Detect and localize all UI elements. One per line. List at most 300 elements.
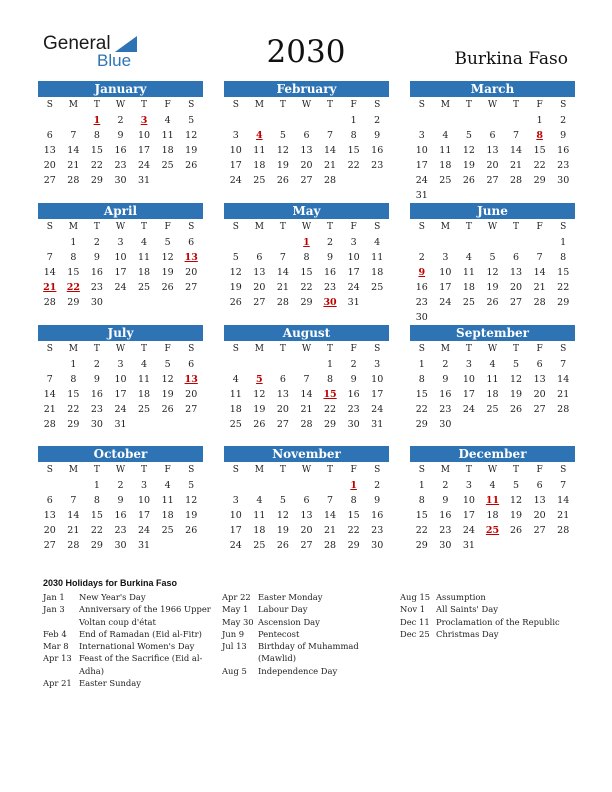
weekday-label: T	[93, 222, 100, 232]
empty-cell	[318, 113, 342, 128]
day-cell: 19	[229, 282, 242, 293]
day-cell: 22	[533, 160, 546, 171]
weekday-label: S	[418, 465, 425, 475]
day-cell: 25	[439, 175, 452, 186]
day-cell: 27	[300, 540, 313, 551]
day-cell: 7	[70, 130, 77, 141]
month-header: June	[410, 203, 575, 219]
weekday-label: W	[115, 344, 126, 354]
empty-cell	[528, 235, 552, 250]
weekday-label: F	[536, 344, 543, 354]
month-june	[410, 203, 575, 325]
day-cell: 8	[303, 252, 310, 263]
weekday-label: S	[418, 344, 425, 354]
day-cell: 30	[347, 419, 360, 430]
day-cell: 4	[442, 130, 449, 141]
weekday-label: S	[46, 465, 53, 475]
day-cell: 13	[300, 510, 313, 521]
holiday-entry	[400, 591, 572, 603]
day-cell: 17	[138, 510, 151, 521]
day-cell: 16	[90, 389, 103, 400]
day-cell: 4	[141, 237, 148, 248]
day-cell: 14	[557, 374, 570, 385]
day-cell: 13	[43, 145, 56, 156]
month-january	[38, 81, 203, 188]
month-grid	[410, 98, 575, 203]
holiday-entry	[43, 603, 218, 628]
day-cell: 14	[67, 510, 80, 521]
day-cell: 5	[465, 130, 472, 141]
holiday-name: International Women's Day	[79, 641, 195, 652]
day-cell: 25	[161, 160, 174, 171]
day-cell: 12	[229, 267, 242, 278]
day-cell: 10	[229, 510, 242, 521]
day-cell: 24	[114, 282, 127, 293]
day-cell: 29	[347, 540, 360, 551]
weekday-label: S	[232, 465, 239, 475]
day-cell: 13	[276, 389, 289, 400]
day-cell: 26	[276, 540, 289, 551]
weekday-label: T	[93, 465, 100, 475]
day-cell: 22	[347, 525, 360, 536]
holiday-entry	[400, 603, 572, 615]
day-cell: 9	[560, 130, 567, 141]
day-cell: 16	[439, 389, 452, 400]
day-cell: 11	[229, 389, 242, 400]
day-cell: 20	[300, 160, 313, 171]
day-cell: 6	[513, 252, 520, 263]
weekday-label: T	[465, 344, 472, 354]
weekday-label: M	[440, 344, 450, 354]
day-cell: 29	[67, 419, 80, 430]
weekday-label: T	[327, 344, 334, 354]
day-cell: 7	[327, 130, 334, 141]
day-cell: 19	[462, 160, 475, 171]
day-cell: 29	[324, 419, 337, 430]
month-header: May	[224, 203, 389, 219]
holiday-name: Christmas Day	[436, 628, 499, 639]
day-cell: 5	[164, 237, 171, 248]
day-cell: 15	[67, 389, 80, 400]
weekday-label: W	[115, 100, 126, 110]
day-cell: 27	[486, 175, 499, 186]
day-cell: 10	[138, 495, 151, 506]
holiday-name: Assumption	[436, 592, 486, 602]
day-cell: 25	[161, 525, 174, 536]
weekday-label: W	[301, 222, 312, 232]
day-cell: 9	[442, 374, 449, 385]
holiday-day-cell: 13	[184, 252, 198, 263]
day-cell: 26	[462, 175, 475, 186]
weekday-label: T	[279, 222, 286, 232]
weekday-label: W	[115, 222, 126, 232]
day-cell: 21	[276, 282, 289, 293]
weekday-label: S	[46, 100, 53, 110]
day-cell: 28	[324, 540, 337, 551]
weekday-label: T	[141, 344, 148, 354]
day-cell: 22	[90, 160, 103, 171]
month-grid	[38, 98, 203, 188]
day-cell: 2	[374, 480, 381, 491]
day-cell: 21	[43, 404, 56, 415]
day-cell: 11	[161, 495, 174, 506]
weekday-label: W	[487, 465, 498, 475]
holiday-name: Easter Sunday	[79, 678, 142, 689]
day-cell: 13	[533, 495, 546, 506]
weekday-label: T	[513, 344, 520, 354]
day-cell: 3	[374, 359, 381, 370]
day-cell: 24	[229, 175, 242, 186]
weekday-label: M	[440, 222, 450, 232]
day-cell: 9	[374, 495, 381, 506]
holiday-column	[43, 591, 218, 689]
holiday-name: All Saints' Day	[436, 604, 498, 615]
weekday-label: T	[465, 465, 472, 475]
day-cell: 29	[415, 540, 428, 551]
day-cell: 22	[300, 282, 313, 293]
day-cell: 11	[462, 267, 475, 278]
day-cell: 31	[114, 419, 127, 430]
day-cell: 26	[185, 525, 198, 536]
day-cell: 14	[557, 495, 570, 506]
day-cell: 3	[465, 480, 472, 491]
weekday-label: F	[536, 222, 543, 232]
empty-cell	[481, 235, 505, 250]
holiday-entry	[43, 591, 218, 603]
day-cell: 4	[232, 374, 239, 385]
day-cell: 5	[188, 480, 195, 491]
day-cell: 7	[536, 252, 543, 263]
day-cell: 19	[276, 160, 289, 171]
weekday-label: T	[279, 344, 286, 354]
day-cell: 27	[533, 404, 546, 415]
day-cell: 16	[439, 510, 452, 521]
month-header: July	[38, 325, 203, 341]
weekday-label: T	[141, 100, 148, 110]
day-cell: 31	[462, 540, 475, 551]
day-cell: 4	[141, 359, 148, 370]
weekday-label: T	[279, 100, 286, 110]
day-cell: 29	[415, 419, 428, 430]
day-cell: 28	[557, 404, 570, 415]
day-cell: 30	[439, 419, 452, 430]
day-cell: 20	[185, 389, 198, 400]
month-header: October	[38, 446, 203, 462]
holiday-day-cell: 30	[323, 297, 337, 308]
weekday-label: W	[115, 465, 126, 475]
day-cell: 6	[256, 252, 263, 263]
month-header: November	[224, 446, 389, 462]
day-cell: 4	[164, 115, 171, 126]
day-cell: 30	[114, 540, 127, 551]
day-cell: 20	[300, 525, 313, 536]
day-cell: 17	[114, 389, 127, 400]
day-cell: 21	[533, 282, 546, 293]
day-cell: 24	[371, 404, 384, 415]
day-cell: 23	[347, 404, 360, 415]
day-cell: 31	[138, 175, 151, 186]
day-cell: 25	[253, 175, 266, 186]
month-grid	[224, 342, 389, 432]
day-cell: 15	[300, 267, 313, 278]
holiday-name: Pentecost	[258, 628, 300, 639]
holidays-title: 2030 Holidays for Burkina Faso	[43, 578, 178, 588]
holiday-day-cell: 13	[184, 374, 198, 385]
day-cell: 15	[415, 510, 428, 521]
day-cell: 28	[533, 297, 546, 308]
weekday-label: T	[513, 222, 520, 232]
day-cell: 5	[279, 130, 286, 141]
logo-word-general: General	[43, 33, 111, 54]
day-cell: 31	[347, 297, 360, 308]
holiday-day-cell: 1	[303, 237, 310, 248]
day-cell: 16	[324, 267, 337, 278]
day-cell: 12	[510, 495, 523, 506]
day-cell: 11	[253, 510, 266, 521]
day-cell: 26	[510, 404, 523, 415]
day-cell: 20	[486, 160, 499, 171]
day-cell: 21	[557, 510, 570, 521]
day-cell: 19	[510, 510, 523, 521]
empty-cell	[410, 113, 434, 128]
day-cell: 3	[442, 252, 449, 263]
empty-cell	[457, 235, 481, 250]
day-cell: 10	[371, 374, 384, 385]
month-header: December	[410, 446, 575, 462]
weekday-label: S	[374, 344, 381, 354]
day-cell: 18	[486, 510, 499, 521]
day-cell: 12	[161, 252, 174, 263]
day-cell: 12	[161, 374, 174, 385]
weekday-label: F	[350, 344, 357, 354]
day-cell: 17	[229, 160, 242, 171]
empty-cell	[62, 478, 86, 493]
weekday-label: M	[68, 100, 78, 110]
empty-cell	[224, 235, 248, 250]
day-cell: 28	[276, 297, 289, 308]
day-cell: 8	[418, 495, 425, 506]
month-november	[224, 446, 389, 553]
weekday-label: S	[560, 465, 567, 475]
day-cell: 14	[276, 267, 289, 278]
weekday-label: W	[301, 465, 312, 475]
day-cell: 28	[324, 175, 337, 186]
day-cell: 6	[536, 359, 543, 370]
day-cell: 15	[533, 145, 546, 156]
day-cell: 17	[114, 267, 127, 278]
day-cell: 9	[93, 374, 100, 385]
day-cell: 28	[67, 540, 80, 551]
empty-cell	[224, 113, 248, 128]
holiday-day-cell: 1	[93, 115, 101, 126]
day-cell: 13	[300, 145, 313, 156]
holiday-date: Nov 1	[400, 604, 426, 615]
day-cell: 6	[46, 130, 53, 141]
day-cell: 23	[439, 525, 452, 536]
holiday-name: Independence Day	[258, 665, 338, 676]
day-cell: 4	[465, 252, 472, 263]
holiday-entry	[400, 628, 572, 640]
day-cell: 11	[161, 130, 174, 141]
day-cell: 11	[439, 145, 452, 156]
empty-cell	[434, 235, 458, 250]
day-cell: 25	[462, 297, 475, 308]
month-grid	[410, 463, 575, 553]
day-cell: 20	[253, 282, 266, 293]
day-cell: 21	[324, 525, 337, 536]
day-cell: 3	[232, 130, 239, 141]
day-cell: 11	[371, 252, 384, 263]
day-cell: 14	[324, 145, 337, 156]
empty-cell	[224, 357, 248, 372]
weekday-label: T	[93, 100, 100, 110]
day-cell: 14	[43, 267, 56, 278]
day-cell: 9	[117, 495, 124, 506]
day-cell: 28	[43, 297, 56, 308]
day-cell: 11	[486, 374, 499, 385]
day-cell: 27	[185, 282, 198, 293]
day-cell: 21	[300, 404, 313, 415]
empty-cell	[410, 235, 434, 250]
holiday-name: Feast of the Sacrifice (Eid al-Adha)	[79, 653, 203, 676]
day-cell: 17	[371, 389, 384, 400]
day-cell: 17	[462, 510, 475, 521]
holiday-name: Anniversary of the 1966 Upper Voltan coup d'état	[79, 604, 211, 627]
day-cell: 5	[164, 359, 171, 370]
day-cell: 30	[90, 419, 103, 430]
empty-cell	[38, 113, 62, 128]
day-cell: 8	[350, 495, 357, 506]
day-cell: 14	[533, 267, 546, 278]
day-cell: 6	[188, 359, 195, 370]
day-cell: 15	[90, 145, 103, 156]
empty-cell	[248, 478, 272, 493]
day-cell: 10	[229, 145, 242, 156]
day-cell: 25	[138, 282, 151, 293]
holiday-entry	[43, 628, 218, 640]
empty-cell	[271, 478, 295, 493]
day-cell: 13	[533, 374, 546, 385]
day-cell: 22	[557, 282, 570, 293]
holiday-day-cell: 22	[66, 282, 80, 293]
day-cell: 24	[114, 404, 127, 415]
holiday-date: Dec 11	[400, 616, 430, 627]
weekday-label: T	[141, 222, 148, 232]
day-cell: 11	[138, 374, 151, 385]
day-cell: 27	[510, 297, 523, 308]
day-cell: 17	[439, 282, 452, 293]
day-cell: 18	[439, 160, 452, 171]
holiday-date: Aug 15	[400, 592, 431, 602]
empty-cell	[224, 478, 248, 493]
day-cell: 6	[279, 374, 286, 385]
calendar-year: 2030	[266, 34, 346, 70]
empty-cell	[248, 357, 272, 372]
holiday-entry	[43, 677, 218, 689]
weekday-label: M	[254, 100, 264, 110]
day-cell: 12	[510, 374, 523, 385]
empty-cell	[38, 357, 62, 372]
day-cell: 6	[303, 130, 310, 141]
day-cell: 11	[138, 252, 151, 263]
day-cell: 3	[117, 359, 124, 370]
day-cell: 5	[513, 359, 520, 370]
weekday-label: W	[301, 100, 312, 110]
day-cell: 19	[486, 282, 499, 293]
logo-word-blue: Blue	[97, 51, 132, 70]
month-october	[38, 446, 203, 553]
day-cell: 2	[93, 237, 100, 248]
month-grid	[224, 463, 389, 553]
month-may	[224, 203, 389, 310]
day-cell: 1	[70, 237, 77, 248]
day-cell: 29	[533, 175, 546, 186]
day-cell: 19	[510, 389, 523, 400]
holiday-name: New Year's Day	[79, 592, 146, 602]
month-grid	[38, 463, 203, 553]
day-cell: 19	[185, 510, 198, 521]
day-cell: 9	[93, 252, 100, 263]
day-cell: 6	[489, 130, 496, 141]
day-cell: 12	[185, 130, 198, 141]
day-cell: 19	[253, 404, 266, 415]
day-cell: 16	[371, 510, 384, 521]
day-cell: 2	[117, 115, 124, 126]
holiday-day-cell: 3	[140, 115, 148, 126]
day-cell: 27	[300, 175, 313, 186]
weekday-label: M	[254, 465, 264, 475]
day-cell: 5	[232, 252, 239, 263]
month-july	[38, 325, 203, 432]
day-cell: 12	[276, 510, 289, 521]
day-cell: 29	[300, 297, 313, 308]
day-cell: 4	[489, 359, 496, 370]
day-cell: 25	[486, 404, 499, 415]
day-cell: 3	[232, 495, 239, 506]
holiday-entry	[222, 640, 392, 665]
day-cell: 21	[67, 525, 80, 536]
holiday-date: Jan 3	[43, 604, 65, 615]
day-cell: 3	[141, 480, 148, 491]
day-cell: 17	[229, 525, 242, 536]
holiday-day-cell: 15	[323, 389, 337, 400]
day-cell: 30	[114, 175, 127, 186]
day-cell: 24	[462, 404, 475, 415]
month-grid	[224, 98, 389, 188]
day-cell: 24	[229, 540, 242, 551]
day-cell: 3	[117, 237, 124, 248]
day-cell: 16	[415, 282, 428, 293]
day-cell: 7	[327, 495, 334, 506]
holiday-day-cell: 8	[536, 130, 543, 141]
holiday-day-cell: 21	[43, 282, 57, 293]
day-cell: 8	[418, 374, 425, 385]
day-cell: 16	[90, 267, 103, 278]
day-cell: 10	[462, 374, 475, 385]
day-cell: 26	[229, 297, 242, 308]
day-cell: 23	[90, 282, 103, 293]
day-cell: 20	[43, 525, 56, 536]
day-cell: 8	[93, 130, 100, 141]
day-cell: 15	[415, 389, 428, 400]
month-header: February	[224, 81, 389, 97]
day-cell: 15	[347, 510, 360, 521]
weekday-label: F	[164, 465, 171, 475]
holiday-name: Birthday of Muhammad (Mawlid)	[258, 641, 359, 664]
day-cell: 10	[114, 252, 127, 263]
day-cell: 26	[185, 160, 198, 171]
month-header: January	[38, 81, 203, 97]
